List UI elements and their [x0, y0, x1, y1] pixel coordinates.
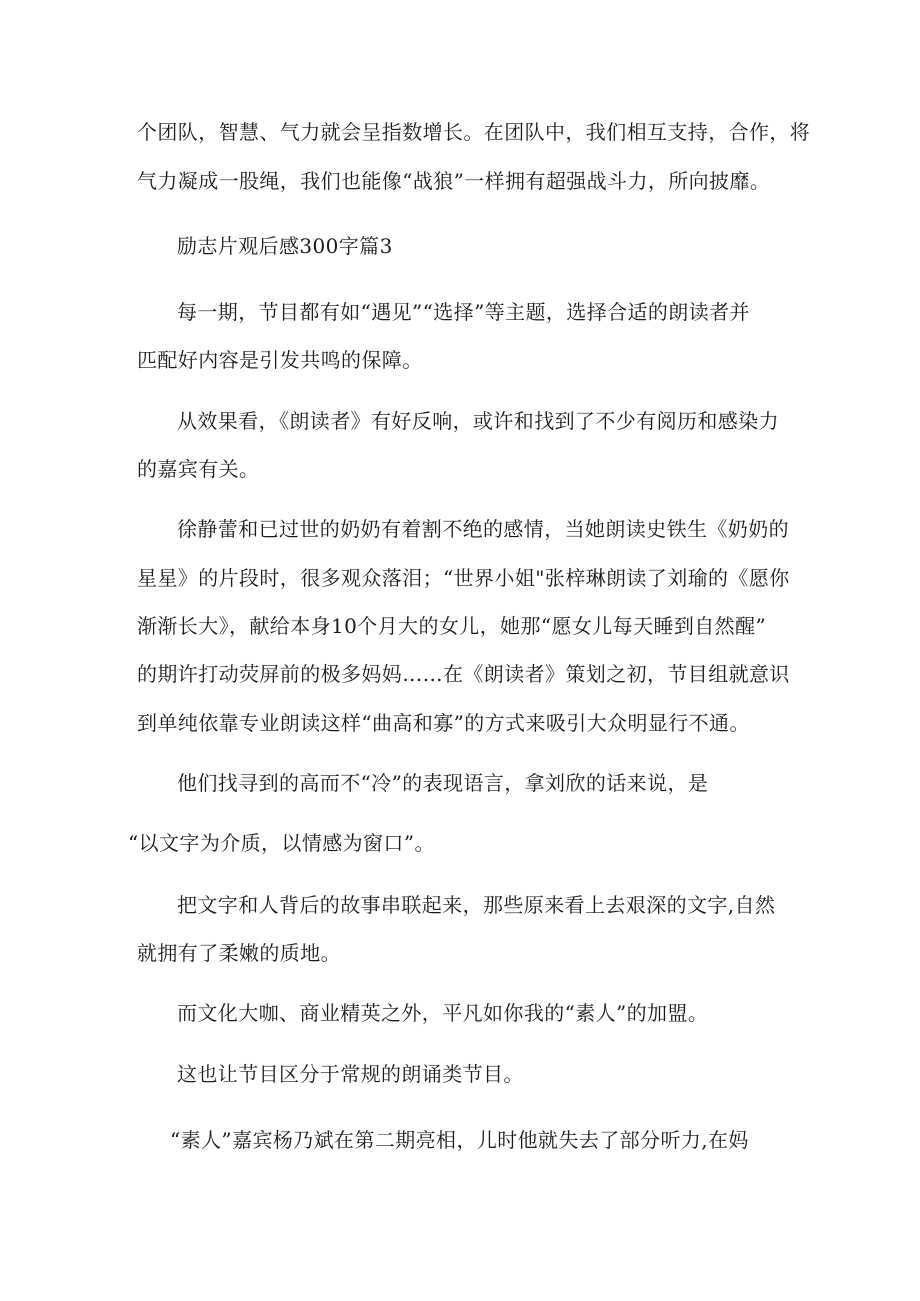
paragraph-3-line-2: 匹配好内容是引发共鸣的保障。 [137, 348, 423, 372]
paragraph-5-line-2: 星星》的片段时，很多观众落泪；“世界小姐"张梓琳朗读了刘瑜的《愿你 [137, 566, 790, 590]
paragraph-10-line-1: 这也让节目区分于常规的朗诵类节目。 [177, 1062, 524, 1086]
paragraph-5-line-5: 到单纯依靠专业朗读这样“曲高和寡”的方式来吸引大众明显行不通。 [137, 711, 750, 735]
paragraph-9-line-1: 而文化大咖、商业精英之外，平凡如你我的“素人”的加盟。 [177, 1001, 709, 1025]
paragraph-11-line-1: “素人”嘉宾杨乃斌在第二期亮相，儿时他就失去了部分听力,在妈 [170, 1128, 749, 1152]
paragraph-7-line-1: “以文字为介质，以情感为窗口”。 [128, 831, 435, 855]
paragraph-8-line-1: 把文字和人背后的故事串联起来，那些原来看上去艰深的文字,自然 [177, 893, 776, 917]
section-heading: 励志片观后感300字篇3 [177, 234, 393, 258]
paragraph-1-line-2: 气力凝成一股绳，我们也能像“战狼”一样拥有超强战斗力，所向披靡。 [137, 169, 771, 193]
paragraph-5-line-4: 的期许打动荧屏前的极多妈妈……在《朗读者》策划之初，节目组就意识 [137, 662, 790, 686]
paragraph-4-line-1: 从效果看，《朗读者》有好反响，或许和找到了不少有阅历和感染力 [177, 409, 779, 433]
paragraph-8-line-2: 就拥有了柔嫩的质地。 [137, 941, 341, 965]
paragraph-3-line-1: 每一期，节目都有如“遇见”“选择”等主题，选择合适的朗读者并 [177, 300, 750, 324]
paragraph-5-line-1: 徐静蕾和已过世的奶奶有着割不绝的感情，当她朗读史铁生《奶奶的 [177, 517, 789, 541]
paragraph-6-line-1: 他们找寻到的高而不“冷”的表现语言，拿刘欣的话来说，是 [177, 771, 709, 795]
paragraph-1-line-1: 个团队，智慧、气力就会呈指数增长。在团队中，我们相互支持，合作，将 [137, 120, 811, 144]
paragraph-5-line-3: 渐渐长大》，献给本身10个月大的女儿，她那“愿女儿每天睡到自然醒” [137, 614, 767, 638]
paragraph-4-line-2: 的嘉宾有关。 [137, 457, 260, 481]
